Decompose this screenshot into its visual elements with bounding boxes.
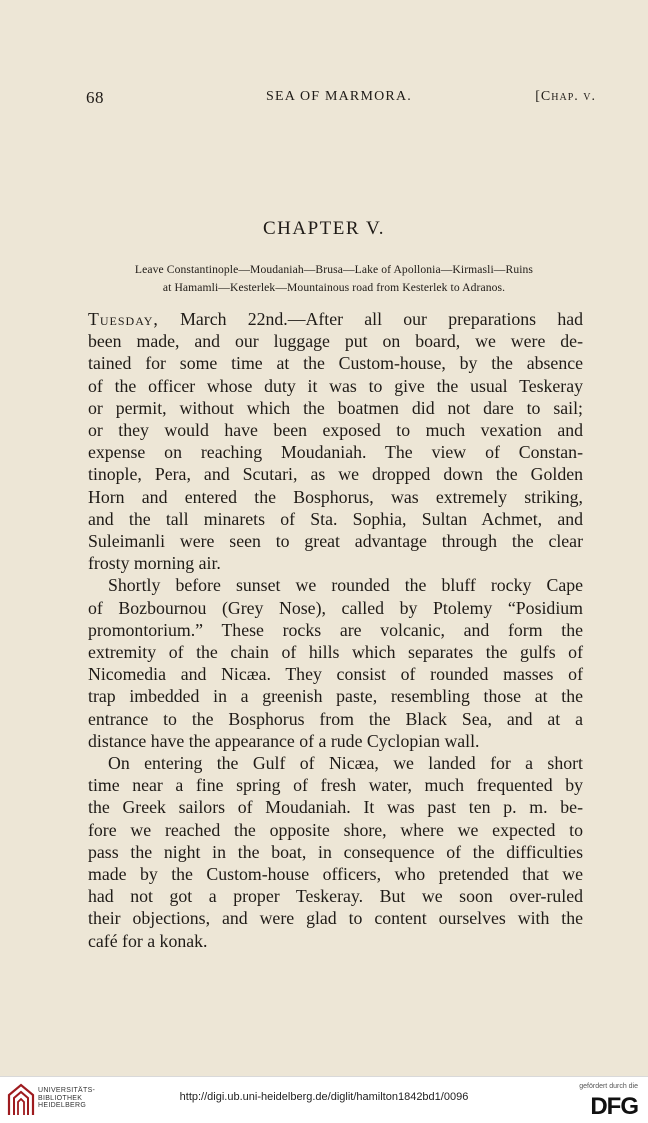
chapter-summary: [84, 261, 584, 297]
text-line: On entering the Gulf of Nicæa, we landed for a short: [108, 753, 583, 774]
text-line: Horn and entered the Bosphorus, was extremely striking,: [88, 486, 583, 507]
text-line: Nicomedia and Nicæa. They consist of rounded masses of: [88, 664, 583, 685]
body-text: [88, 308, 583, 952]
text-line: tinople, Pera, and Scutari, as we dropped down the Golden: [88, 464, 583, 485]
summary-line: at Hamamli—Kesterlek—Mountainous road from Kesterlek to Adranos.: [162, 281, 506, 294]
text-line: or permit, without which the boatmen did not dare to sail;: [88, 397, 583, 418]
text-line: entrance to the Bosphorus from the Black Sea, and at a: [88, 708, 583, 729]
dfg-logo: DFG: [590, 1093, 638, 1120]
text-line: made by the Custom-house officers, who pretended that we: [88, 864, 583, 885]
text-line: Tuesday, March 22nd.—After all our preparations had: [88, 309, 583, 329]
library-name: UNIVERSITÄTS- BIBLIOTHEK HEIDELBERG: [38, 1087, 96, 1109]
text-line: promontorium.” These rocks are volcanic, and form the: [88, 619, 583, 640]
text-line: Shortly before sunset we rounded the bluff rocky Cape: [108, 575, 583, 596]
running-head: [82, 88, 596, 112]
summary-line: Leave Constantinople—Moudaniah—Brusa—Lake of Apollonia—Kirmasli—Ruins: [134, 263, 534, 276]
text-line: been made, and our luggage put on board, we were de-: [88, 331, 583, 352]
text-line: the Greek sailors of Moudaniah. It was past ten p. m. be-: [88, 797, 583, 818]
running-chapter: [Chap. v.: [535, 89, 596, 104]
permalink-url[interactable]: http://digi.ub.uni-heidelberg.de/diglit/hamilton1842bd1/0096: [179, 1091, 469, 1103]
text-line: frosty morning air.: [88, 553, 221, 574]
text-line: fore we reached the opposite shore, where we expected to: [88, 819, 583, 840]
chapter-heading: CHAPTER V.: [263, 218, 385, 239]
text-line: distance have the appearance of a rude Cyclopian wall.: [88, 730, 480, 751]
text-line: their objections, and were glad to content ourselves with the: [88, 908, 583, 929]
text-line: or they would have been exposed to much vexation and: [88, 420, 583, 441]
running-title: SEA OF MARMORA.: [266, 89, 412, 104]
funding-note: gefördert durch die: [579, 1083, 638, 1090]
lead-word: Tuesday,: [88, 309, 159, 329]
text-line: of Bozbournou (Grey Nose), called by Ptolemy “Posidium: [88, 597, 583, 618]
text-line: Suleimanli were seen to great advantage through the clear: [88, 531, 583, 552]
text-line: extremity of the chain of hills which separates the gulfs of: [88, 642, 583, 663]
text-line: had not got a proper Teskeray. But we soon over-ruled: [88, 886, 583, 907]
viewer-footer: [0, 1076, 648, 1123]
text-line: and the tall minarets of Sta. Sophia, Sultan Achmet, and: [88, 508, 583, 529]
text-line: expense on reaching Moudaniah. The view of Constan-: [88, 442, 583, 463]
page-number: 68: [86, 88, 104, 107]
text-line: time near a fine spring of fresh water, much frequented by: [88, 775, 583, 796]
text-line: café for a konak.: [88, 930, 208, 951]
text-line: trap imbedded in a greenish paste, resembling those at the: [88, 686, 583, 707]
text-line: pass the night in the boat, in consequence of the difficulties: [88, 841, 583, 862]
text-line: tained for some time at the Custom-house, by the absence: [88, 353, 583, 374]
text-line: of the officer whose duty it was to give the usual Teskeray: [88, 375, 583, 396]
